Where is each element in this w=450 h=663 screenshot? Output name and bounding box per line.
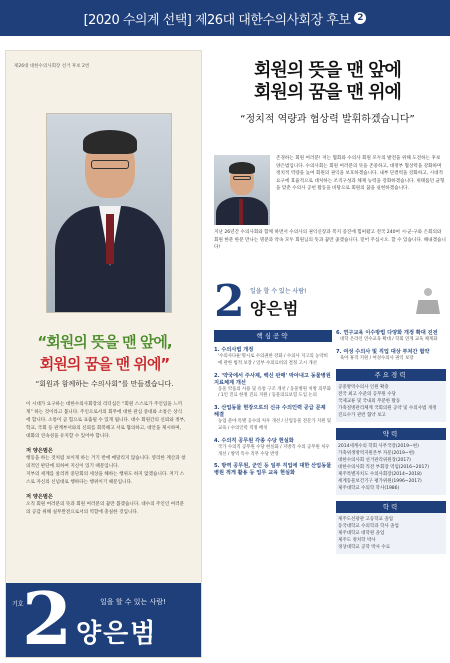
headline — [210, 60, 445, 125]
pledge-title: 2. '약국에서 주사제, 백신 판매' 막아내고 동물병원 지료체계 개선 — [214, 372, 331, 386]
headline-line2: 회원의 꿈을 맨 위에 — [254, 82, 401, 103]
list-item: 진료수가 관련 협약 보고 — [338, 412, 386, 418]
list-item: 제주대학교 대학원 졸업 — [338, 530, 385, 536]
list-item: 2014세계수의 학회 사무국장(2019~현) — [338, 443, 419, 449]
education-head: 학력 — [336, 501, 446, 513]
pledge-title: 3. 산업동물 현장으로의 신규 수의인력 공급 문제 해결 — [214, 405, 326, 419]
pledge-title: 5. 방역 공무원, 군인 등 일부 직업에 대한 산업동물병원 적게 활용 등 업무 교육 현실화 — [214, 463, 332, 477]
poster-para: 이 시대가 요구하는 대한수의사회장의 리더십은 “회원 스스로가 주인임을 느끼게” 하는 것이라고 봅니다. 주인으로서의 회무에 대한 관심 증대와 소통은 상식에 합니다. 소통이 곧 힘으로 표출될 수 있게 됩니다. 대수 회원간의 신뢰와 정부, 학교, 국회 등 관계부서와의 신뢰를 회복해고 서로 협의하고, 대안을 제시하며, 대화의 연속성을 유지할 수 있어야 합니다. — [26, 402, 186, 439]
podium-icon — [414, 288, 442, 314]
headline-line1: 회원의 뜻을 맨 앞에 — [254, 60, 401, 81]
career-column — [336, 330, 446, 554]
slogan-line1: “회원의 뜻을 맨 앞에, — [37, 333, 172, 351]
kiho-label: 기호 — [12, 601, 24, 608]
pledge-title: 1. 수의사법 개정 — [214, 347, 254, 353]
career-head: 주요경력 — [336, 369, 446, 381]
list-item: 동국대학교 수의학과 학사 졸업 — [338, 523, 399, 529]
pledge-desc: 농업 분야 특별 공수의 처우 개선 / 산업동물 전문가 지원 및 교육 / 수의인력 적정 배치 — [218, 419, 331, 431]
headline-sub: “정치적 역량과 협상력 발휘하겠습니다” — [240, 114, 415, 125]
banner-title: [2020 수의계 선택] 제26대 대한수의사회장 후보 — [83, 12, 351, 28]
candidate-number: 2 — [22, 576, 73, 658]
left-poster — [5, 50, 202, 658]
pledge-desc: 대학 온라인 연수교육 확대 / 학회 연계 교육 체계화 — [340, 337, 438, 342]
top-banner — [0, 0, 450, 36]
list-item: 제주대학교 수의학 학사(1986) — [338, 485, 400, 491]
poster-body — [26, 401, 186, 517]
history-head: 약력 — [336, 428, 446, 440]
list-item: 제주도선광관 고등학교 졸업 — [338, 516, 394, 522]
career-list — [336, 381, 446, 422]
list-item: 가축질병관리체계 국회의원 공약 및 수의사법 개정 — [338, 405, 437, 411]
pledge-desc: 국가 수의직 공무원 수당 현실화 / 지방직 수의 공무원 처우 개선 / 방역 특수 직무 수당 반영 — [218, 444, 330, 457]
education-list — [336, 513, 446, 554]
pledge-title: 7. 여성 수의사 및 직업 대상 부처간 협약 — [336, 348, 430, 355]
banner-number-badge: 2 — [354, 12, 366, 24]
footer-slogan: 일을 할 수 있는 사람! — [100, 598, 166, 606]
intro-text: 존경하는 회원 여러분! 저는 협회와 수의사 회원 모두의 발전을 위해 도전하는 후보 양은범입니다. 수의사회는 회원 여러분의 뜻을 존중하고, 대정부 협상력을 강화하며 정치적 역량을 높여 회원의 권익을 보호하겠습니다. 내부 단결력을 강화하고, 시대적 요구에 효율적으로 대처하는 조직구성과 체제 능력을 강화하겠습니다. 위태롭던 균형을 맞춘 수의사 공헌 활동을 바탕으로 회원의 꿈을 실현하겠습니다. — [276, 156, 445, 192]
candidate-photo-small — [214, 155, 270, 225]
list-item: 대한수의사회 선거관리위원장(2017) — [338, 457, 411, 463]
pledge-title: 6. 연구교육 이수방법 다양화 개정 확대 진전 — [336, 330, 438, 336]
poster-slogan — [6, 331, 202, 389]
pledges-head: 핵심공약 — [214, 330, 332, 342]
pledge-desc: '수의사다운'명시로 수의권한 강화 / 수의사 지고의 농약비에 관한 법적 보장 / 일부 수의료비의 결정 고시 개선 — [218, 354, 328, 366]
poster-caption: 제26대 대한수의사회장 선거 후보 2번 — [14, 64, 90, 69]
list-item: 국제교류 및 국내외 무분한 활동 — [338, 398, 401, 404]
list-item: 경상대학교 공학 박사 수료 — [338, 544, 391, 550]
poster-heading: 저 양은범은 — [26, 448, 53, 454]
candidate-name: 양은범 — [76, 619, 158, 649]
poster-para: 행동을 하는 것처럼 보이게 하는 거기 반에 매달리지 않습니다. 영리한 계산과 창의적인 판단에 의하여 지신이 있기 때문입니다. — [26, 456, 186, 469]
list-item: 세계동물보건기구 평가위원(1996~2017) — [338, 478, 422, 484]
pledges-column — [214, 330, 332, 477]
intro-full: 지난 26년간 수의사회와 함께 하면서 수의사의 권익신장과 복지 증진에 힘써왔고 전국 240여 시·군·구와 은회의와 회원 한분 한분 만나는 명분과 약속 모두 회원님의 뜻과 꿈만 좇겠습니다. 믿어 주십시오. 할 수 있습니다. 해내겠습니다! — [214, 230, 446, 251]
pledge-desc: 동물 약품의 사용 및 유통 구조 개선 / 동물병원 처방 의무화 / 1인 진료 한정 진료 지원 / 동물의료보험 도입 논의 — [218, 386, 331, 399]
candidate-slogan: 일을 할 수 있는 사람! — [250, 288, 307, 295]
candidate-photo — [46, 113, 172, 313]
history-list — [336, 440, 446, 495]
poster-footer — [6, 576, 202, 658]
candidate-number-small: 2 — [214, 276, 245, 327]
list-item: 대한수의사회 직전 부회장 역임(2016~2017) — [338, 464, 429, 470]
poster-para: 지부의 세계를 살리려 중단회의 세상을 해하는 행위도 하지 않겠습니다. 저기 스스로 자신의 신념대로 행하다는 행위이기 때문입니다. — [26, 472, 185, 485]
poster-heading: 저 양은범은 — [26, 494, 53, 500]
candidate-name-small: 양은범 — [250, 299, 300, 318]
pledge-title: 4. 수의직 공무원 각종 수당 현실화 — [214, 437, 294, 444]
list-item: 전국 최고 수준의 공무원 수당 — [338, 391, 396, 397]
slogan-sub: “회원과 함께하는 수의사회”를 만들겠습니다. — [35, 380, 174, 388]
list-item: 가축위생방역지원본부 자문(2019~현) — [338, 450, 415, 456]
poster-para: 오직 회원 여러분의 뜻과 회원 여러분의 꿈만 봅겠습니다. 대수의 주인인 여러분의 공감 위해 실무완전으로서의 역할에 충실한 것입니다. — [26, 502, 185, 515]
intro-section — [214, 155, 446, 251]
list-item: 제주특별자치도 수의사회장(2014~2018) — [338, 471, 422, 477]
list-item: 공중방역수의사 인원 확충 — [338, 384, 389, 390]
candidate-header — [214, 276, 446, 330]
list-item: 제주도 정치학 박사 — [338, 537, 376, 543]
slogan-line2: 회원의 꿈을 맨 위에” — [39, 355, 170, 373]
pledge-desc: 육아 휴직 지원 / 여성수의사 권익 보장 — [340, 355, 414, 361]
